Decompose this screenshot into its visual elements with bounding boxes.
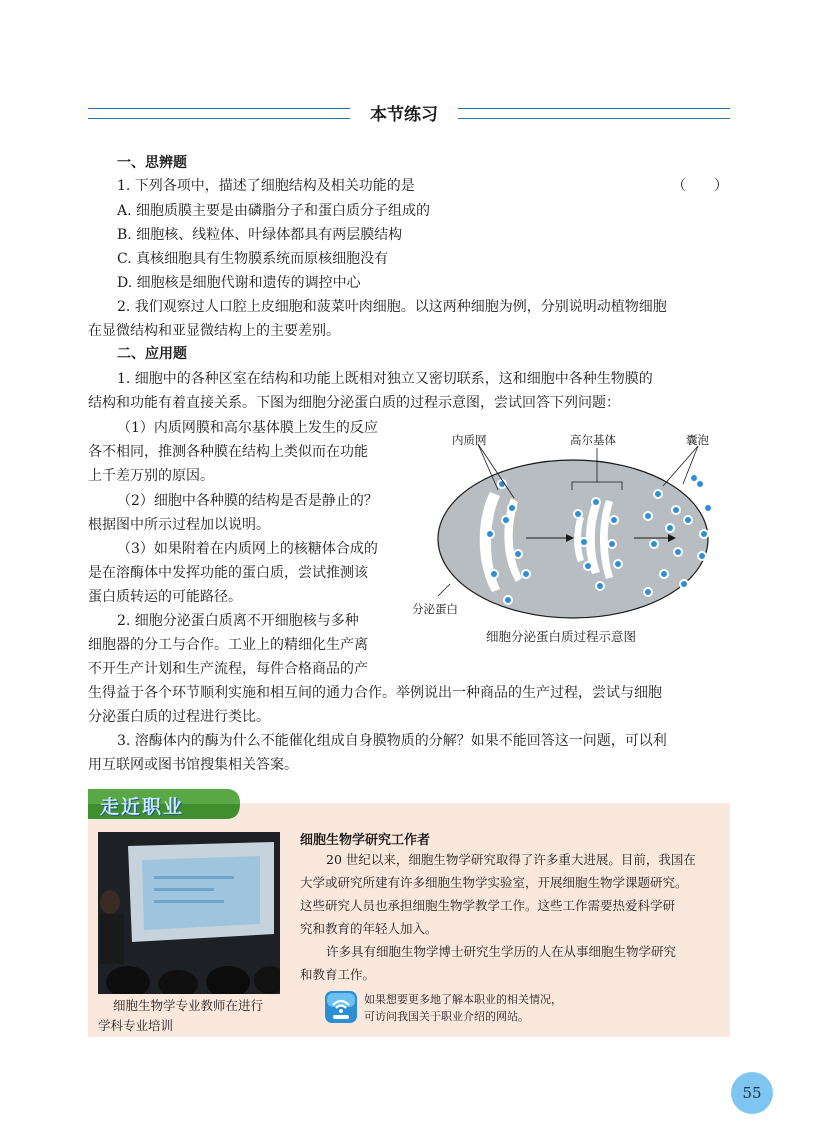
app-q1-line1: 1. 细胞中的各种区室在结构和功能上既相对独立又密切联系，这和细胞中各种生物膜的 xyxy=(117,371,653,387)
photo-caption-line2: 学科专业培训 xyxy=(98,1018,174,1033)
protein-dot xyxy=(685,517,691,523)
protein-dot xyxy=(593,499,599,505)
career-banner xyxy=(88,789,240,819)
q1-option-b: B. 细胞核、线粒体、叶绿体都具有两层膜结构 xyxy=(117,227,403,243)
protein-dot xyxy=(701,531,707,537)
q2-line1: 2. 我们观察过人口腔上皮细胞和菠菜叶肉细胞。以这两种细胞为例，分别说明动植物细胞 xyxy=(117,299,667,315)
career-para1-line2: 大学或研究所建有许多细胞生物学实验室，开展细胞生物学课题研究。 xyxy=(300,875,688,890)
protein-dot xyxy=(585,563,591,569)
career-title: 细胞生物学研究工作者 xyxy=(300,833,431,848)
app-q2-line5: 分泌蛋白质的过程进行类比。 xyxy=(88,709,270,725)
label-line xyxy=(438,584,450,596)
protein-dot xyxy=(655,491,661,497)
label-vesicle: 囊泡 xyxy=(686,433,709,447)
app-q3-line1: 3. 溶酶体内的酶为什么不能催化组成自身膜物质的分解？如果不能回答这一问题，可以利 xyxy=(117,733,667,749)
protein-dot xyxy=(651,541,657,547)
app-q2-line3: 不开生产计划和生产流程，每件合格商品的产 xyxy=(88,661,368,677)
cell-body xyxy=(438,460,708,618)
app-q1-line2: 结构和功能有着直接关系。下图为细胞分泌蛋白质的过程示意图，尝试回答下列问题： xyxy=(88,395,620,411)
section-title: 本节练习 xyxy=(370,105,438,125)
page-number: 55 xyxy=(731,1072,773,1114)
q1-option-a: A. 细胞质膜主要是由磷脂分子和蛋白质分子组成的 xyxy=(117,203,431,219)
protein-dot xyxy=(661,571,667,577)
app-q2-line4: 生得益于各个环节顺利实施和相互间的通力合作。举例说出一种商品的生产过程，尝试与细胞 xyxy=(88,685,662,701)
sub1-line3: 上千差万别的原因。 xyxy=(88,468,214,484)
career-banner-text: 走近职业 xyxy=(100,796,185,818)
sub3-line1: （3）如果附着在内质网上的核糖体合成的 xyxy=(117,541,378,557)
secretion-diagram xyxy=(408,424,730,648)
protein-dot xyxy=(503,517,509,523)
protein-dot xyxy=(515,551,521,557)
protein-dot xyxy=(681,581,687,587)
protein-dot xyxy=(675,549,681,555)
career-para1-line1: 20 世纪以来，细胞生物学研究取得了许多重大进展。目前，我国在 xyxy=(326,852,696,867)
sub2-line1: （2）细胞中各种膜的结构是否是静止的？ xyxy=(117,493,378,509)
app-q3-line2: 用互联网或图书馆搜集相关答案。 xyxy=(88,757,298,773)
protein-dot xyxy=(509,505,515,511)
app-q2-line2: 细胞器的分工与合作。工业上的精细化生产离 xyxy=(88,637,368,653)
sub3-line3: 蛋白质转运的可能路径。 xyxy=(88,589,242,605)
q1-option-c: C. 真核细胞具有生物膜系统而原核细胞没有 xyxy=(117,251,389,267)
protein-dot xyxy=(487,531,493,537)
protein-dot xyxy=(523,571,529,577)
protein-dot xyxy=(673,507,679,513)
label-golgi: 高尔基体 xyxy=(570,433,616,447)
protein-dot xyxy=(667,525,673,531)
protein-dot xyxy=(615,561,621,567)
career-para1-line3: 这些研究人员也承担细胞生物学教学工作。这些工作需要热爱科学研 xyxy=(300,898,676,913)
protein-dot xyxy=(645,513,651,519)
protein-dot xyxy=(491,571,497,577)
q1-answer-bracket: （ ） xyxy=(672,178,728,194)
sub3-line2: 是在溶酶体中发挥功能的蛋白质，尝试推测该 xyxy=(88,565,368,581)
sub2-line2: 根据图中所示过程加以说明。 xyxy=(88,517,270,533)
label-secreted-protein: 分泌蛋白 xyxy=(412,602,458,616)
career-tip-line1: 如果想要更多地了解本职业的相关情况， xyxy=(364,993,562,1006)
career-photo xyxy=(98,832,280,994)
protein-dot xyxy=(581,539,587,545)
protein-dot xyxy=(575,511,581,517)
protein-dot xyxy=(705,505,711,511)
photo-caption-line1: 细胞生物学专业教师在进行 xyxy=(113,998,264,1013)
career-para1-line4: 究和教育的年轻人加入。 xyxy=(300,921,438,936)
wifi-info-icon xyxy=(324,990,358,1024)
title-rule-right xyxy=(458,108,730,119)
protein-dot xyxy=(611,517,617,523)
protein-dot xyxy=(645,589,651,595)
classroom-photo-graphic xyxy=(98,832,280,994)
title-rule-left xyxy=(88,108,350,119)
q1-stem: 1. 下列各项中，描述了细胞结构及相关功能的是 xyxy=(117,178,415,194)
q1-option-d: D. 细胞核是细胞代谢和遗传的调控中心 xyxy=(117,275,361,291)
q2-line2: 在显微结构和亚显微结构上的主要差别。 xyxy=(88,323,340,339)
protein-dot xyxy=(691,475,697,481)
sub1-line1: （1）内质网膜和高尔基体膜上发生的反应 xyxy=(117,420,378,436)
diagram-caption: 细胞分泌蛋白质过程示意图 xyxy=(486,629,637,644)
app-q2-line1: 2. 细胞分泌蛋白质离不开细胞核与多种 xyxy=(117,613,359,629)
career-para2-line1: 许多具有细胞生物学博士研究生学历的人在从事细胞生物学研究 xyxy=(326,944,677,959)
protein-dot xyxy=(697,481,703,487)
protein-dot xyxy=(505,597,511,603)
sub1-line2: 各不相同，推测各种膜在结构上类似而在功能 xyxy=(88,444,368,460)
career-tip-line2: 可访问我国关于职业介绍的网站。 xyxy=(364,1010,529,1023)
career-para2-line2: 和教育工作。 xyxy=(300,967,376,982)
protein-dot xyxy=(499,481,505,487)
part1-heading: 一、思辨题 xyxy=(117,155,187,171)
part2-heading: 二、应用题 xyxy=(117,346,187,362)
protein-dot xyxy=(699,553,705,559)
protein-dot xyxy=(609,541,615,547)
section-title-bar xyxy=(88,98,730,132)
label-er: 内质网 xyxy=(452,433,487,447)
protein-dot xyxy=(597,583,603,589)
